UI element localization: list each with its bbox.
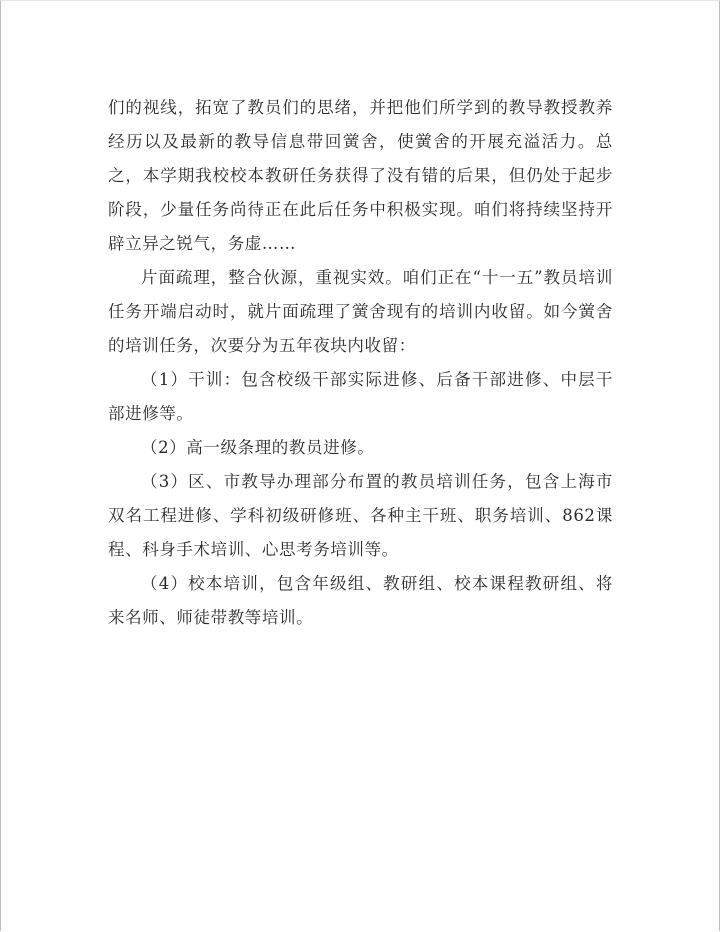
paragraph-2: 片面疏理，整合伙源，重视实效。咱们正在“十一五”教员培训任务开端启动时，就片面疏理了黉舍现有的培训内收留。如今黉舍的培训任务，次要分为五年夜块内收留： bbox=[108, 268, 613, 355]
paragraph-5: （3）区、市教导办理部分布置的教员培训任务，包含上海市双名工程进修、学科初级研修班、各种主干班、职务培训、862课程、科身手术培训、心思考务培训等。 bbox=[108, 472, 613, 559]
paragraph-4: （2）高一级条理的教员进修。 bbox=[141, 438, 375, 457]
document-body bbox=[108, 91, 613, 635]
paragraph-3: （1）干训：包含校级干部实际进修、后备干部进修、中层干部进修等。 bbox=[108, 370, 613, 423]
paragraph-1: 们的视线，拓宽了教员们的思绪，并把他们所学到的教导教授教养经历以及最新的教导信息带回黉舍，使黉舍的开展充溢活力。总之，本学期我校校本教研任务获得了没有错的后果，但仍处于起步阶段，少量任务尚待正在此后任务中积极实现。咱们将持续坚持开辟立异之锐气，务虚…… bbox=[108, 98, 613, 253]
paragraph-6: （4）校本培训，包含年级组、教研组、校本课程教研组、将来名师、师徒带教等培训。 bbox=[108, 574, 613, 627]
